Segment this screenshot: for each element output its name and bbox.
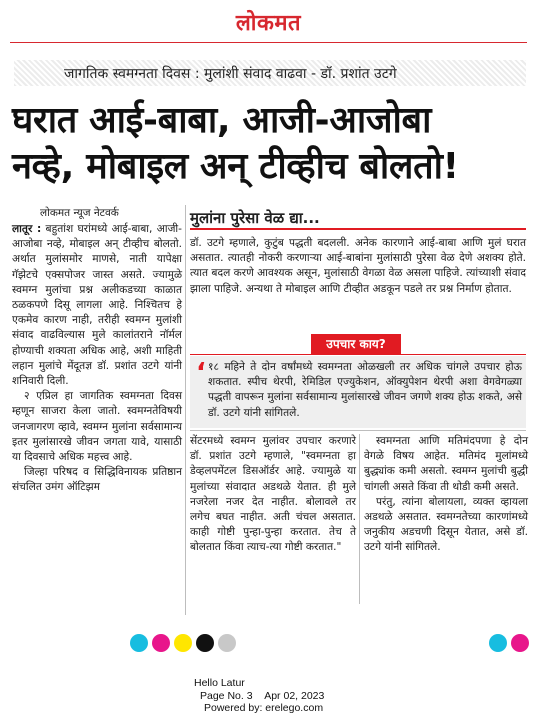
footer-page-info	[180, 690, 340, 703]
article-column-3	[190, 434, 356, 556]
column-divider	[185, 205, 186, 615]
registration-dot-magenta-right	[511, 634, 529, 652]
article-column-4	[364, 434, 528, 556]
headline-line-2: नव्हे, मोबाइल अन् टीव्हीच बोलतो!	[12, 146, 459, 187]
badge-rule	[190, 354, 526, 355]
registration-dot-cyan	[130, 634, 148, 652]
section-rule	[190, 430, 526, 431]
headline-line-1: घरात आई-बाबा, आजी-आजोबा	[12, 100, 432, 141]
byline: लोकमत न्यूज नेटवर्क	[40, 207, 119, 219]
article-column-1	[12, 222, 182, 496]
masthead	[0, 8, 537, 40]
footer-edition: Hello Latur	[194, 677, 245, 689]
footer-powered[interactable]: Powered by: erelego.com	[204, 702, 324, 714]
footer-page-number: Page No. 3	[200, 689, 253, 702]
registration-dot-magenta	[152, 634, 170, 652]
column4-paragraph-1: स्वमग्नता आणि मतिमंदपणा हे दोन वेगळे विषय आहेत. मतिमंद मुलांमध्ये बुद्ध्यांक कमी असतो. स्वमग्न मुलांची बुद्धी चांगली असते किंवा ती थोडी कमी असते.	[364, 435, 528, 493]
registration-dot-gray	[218, 634, 236, 652]
page-footer	[180, 677, 340, 715]
column4-paragraph-2: परंतु, त्यांना बोलायला, व्यक्त व्हायला अडथळे असतात. स्वमग्नतेच्या कारणांमध्ये जनुकीय अडचणी दिसून येतात, असे डॉ. उटगे यांनी सांगितले.	[364, 495, 528, 554]
subheading-rule	[190, 228, 526, 230]
treatment-badge: उपचार काय?	[311, 334, 401, 354]
subheading-time: मुलांना पुरेसा वेळ द्या...	[190, 209, 320, 227]
column1-paragraph-3: जिल्हा परिषद व सिद्धिविनायक प्रतिष्ठान संचलित उमंग ऑटिझम	[12, 466, 182, 494]
column1-paragraph-1	[12, 222, 182, 389]
quote-text	[208, 360, 522, 421]
registration-marks	[0, 632, 537, 654]
registration-dot-black	[196, 634, 214, 652]
lokmat-logo[interactable]: लोकमत	[235, 11, 302, 36]
column1-paragraph-2: २ एप्रिल हा जागतिक स्वमग्नता दिवस म्हणून साजरा केला जातो. स्वमग्नतेविषयी जनजागरण व्हावे, स्वमग्न मुलांना सर्वसामान्य इतर मुलांसारखे जीवन जगता यावे, यासाठी या दिवसाचे अधिक महत्त्व आहे.	[12, 390, 182, 464]
block2-text: डॉ. उटगे म्हणाले, कुटुंब पद्धती बदलली. अनेक कारणाने आई-बाबा आणि मुलं घरात असतात. त्यातही नोकरी करणाऱ्या आई-बाबांना मुलांसाठी पुरेसा वेळ देणे अशक्य होते. त्यात बदल करणे आवश्यक असून, मुलांसाठी वेगळा वेळ असला पाहिजे. त्यांच्याशी संवाद झाला पाहिजे. अन्यथा ते मोबाइल आणि टीव्हीत अडकून पडले तर प्रश्न निर्माण होतात.	[190, 237, 526, 295]
column3-text: सेंटरमध्ये स्वमग्न मुलांवर उपचार करणारे डॉ. प्रशांत उटगे म्हणाले, "स्वमग्नता हा डेव्हलपमेंटल डिसऑर्डर आहे. ज्यामुळे या मुलांच्या संवादात अडथळे येतात. ही मुले नजरेला नजर देत नाहीत. बोलावले तर लगेच बघत नाहीत. अती चंचल असतात. काही गोष्टी पुन्हा-पुन्हा करतात. तेच ते बोलतात किंवा त्याच-त्या गोष्टी करतात."	[190, 435, 356, 554]
kicker-text: जागतिक स्वमग्नता दिवस : मुलांशी संवाद वाढवा - डॉ. प्रशांत उटगे	[64, 65, 397, 82]
headline	[12, 98, 530, 190]
masthead-rule	[10, 42, 527, 43]
quote-body: १८ महिने ते दोन वर्षांमध्ये स्वमग्नता ओळखली तर अधिक चांगले उपचार होऊ शकतात. स्पीच थेरपी, रेमिडिल एज्युकेशन, ऑक्युपेशन थेरपी अशा वेगवेगळ्या पद्धती वापरून मुलांना सर्वसामान्य मुलांसारखे जीवन जगणे शक्य होऊ शकते, असे डॉ. उटगे यांनी सांगितले.	[208, 361, 522, 419]
registration-dot-cyan-right	[489, 634, 507, 652]
column1-p1-text: बहुतांश घरांमध्ये आई-बाबा, आजी-आजोबा नव्हे, मोबाइल अन् टीव्हीच बोलतो. अर्थात मुलांसमोर माणसे, नाती यापेक्षा गॅझेटचे एक्सपोजर जास्त असते. ज्यामुळे स्वमग्न मुलांचा प्रश्न अलीकडच्या काळात ठळकपणे दिसू लागला आहे. निश्चितच हे एकमेव कारण नाही, तरीही स्वमग्न मुलांशी संवाद वाढविल्यास मुले कालांतराने नॉर्मल होण्याची शक्यता अधिक आहे, अशी माहिती लहान मुलांचे मेंदूतज्ञ डॉ. प्रशांत उटगे यांनी शनिवारी दिली.	[12, 223, 182, 388]
kicker-strip	[14, 60, 526, 86]
registration-dot-yellow	[174, 634, 192, 652]
column-divider-2	[359, 434, 360, 604]
dateline: लातूर :	[12, 223, 42, 235]
footer-date: Apr 02, 2023	[264, 689, 325, 702]
article-block-2	[190, 236, 526, 297]
quote-mark-icon: ‘	[196, 358, 206, 388]
